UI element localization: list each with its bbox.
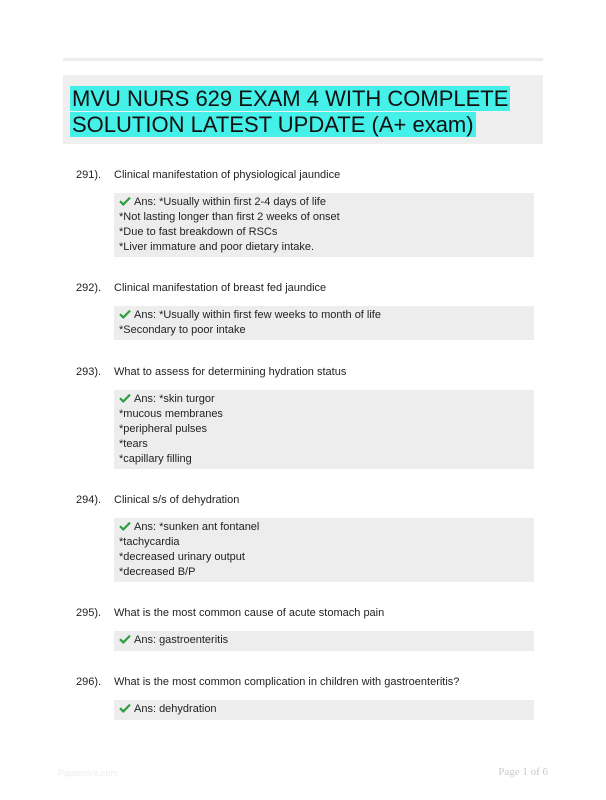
answer-line: Ans: *skin turgor	[119, 392, 534, 407]
answer-line: *tears	[119, 438, 148, 450]
answer-box	[114, 193, 534, 257]
answer-line: *capillary filling	[119, 453, 192, 465]
title-line-1: MVU NURS 629 EXAM 4 WITH COMPLETE	[72, 86, 509, 111]
question-text: What to assess for determining hydration status	[114, 366, 347, 378]
check-icon	[119, 309, 131, 319]
answer-line: Ans: *Usually within first 2-4 days of life	[119, 195, 534, 210]
answer-box	[114, 631, 534, 651]
answer-line: *Not lasting longer than first 2 weeks of onset	[119, 211, 340, 223]
question-text: Clinical manifestation of breast fed jaundice	[114, 282, 327, 294]
question-text: What is the most common cause of acute stomach pain	[114, 607, 385, 619]
check-icon	[119, 196, 131, 206]
answer-line: *mucous membranes	[119, 408, 223, 420]
question-number: 291).	[76, 169, 102, 181]
title-line-2: SOLUTION LATEST UPDATE (A+ exam)	[72, 112, 474, 137]
check-icon	[119, 393, 131, 403]
answer-line: *Secondary to poor intake	[119, 324, 246, 336]
question-text: What is the most common complication in children with gastroenteritis?	[114, 676, 460, 688]
question-number: 293).	[76, 366, 102, 378]
answer-box	[114, 306, 534, 340]
question-text: Clinical s/s of dehydration	[114, 494, 240, 506]
question-number: 294).	[76, 494, 102, 506]
check-icon	[119, 703, 131, 713]
answer-line: *tachycardia	[119, 536, 180, 548]
answer-line: Ans: gastroenteritis	[119, 633, 534, 648]
page-title	[70, 86, 530, 138]
answer-box	[114, 390, 534, 469]
answer-line: *decreased B/P	[119, 566, 196, 578]
answer-line: *peripheral pulses	[119, 423, 208, 435]
page-number: Page 1 of 6	[498, 766, 548, 778]
answer-line: *decreased urinary output	[119, 551, 245, 563]
answer-line: Ans: *Usually within first few weeks to month of life	[119, 308, 534, 323]
question-text: Clinical manifestation of physiological jaundice	[114, 169, 341, 181]
check-icon	[119, 634, 131, 644]
answer-line: Ans: *sunken ant fontanel	[119, 520, 534, 535]
answer-line: *Liver immature and poor dietary intake.	[119, 241, 315, 253]
question-number: 295).	[76, 607, 102, 619]
question-number: 296).	[76, 676, 102, 688]
answer-line: *Due to fast breakdown of RSCs	[119, 226, 278, 238]
question-number: 292).	[76, 282, 102, 294]
answer-line: Ans: dehydration	[119, 702, 534, 717]
footer-watermark: Paperhive.com	[58, 768, 119, 778]
check-icon	[119, 521, 131, 531]
answer-box	[114, 518, 534, 582]
answer-box	[114, 700, 534, 720]
top-divider	[63, 58, 543, 61]
